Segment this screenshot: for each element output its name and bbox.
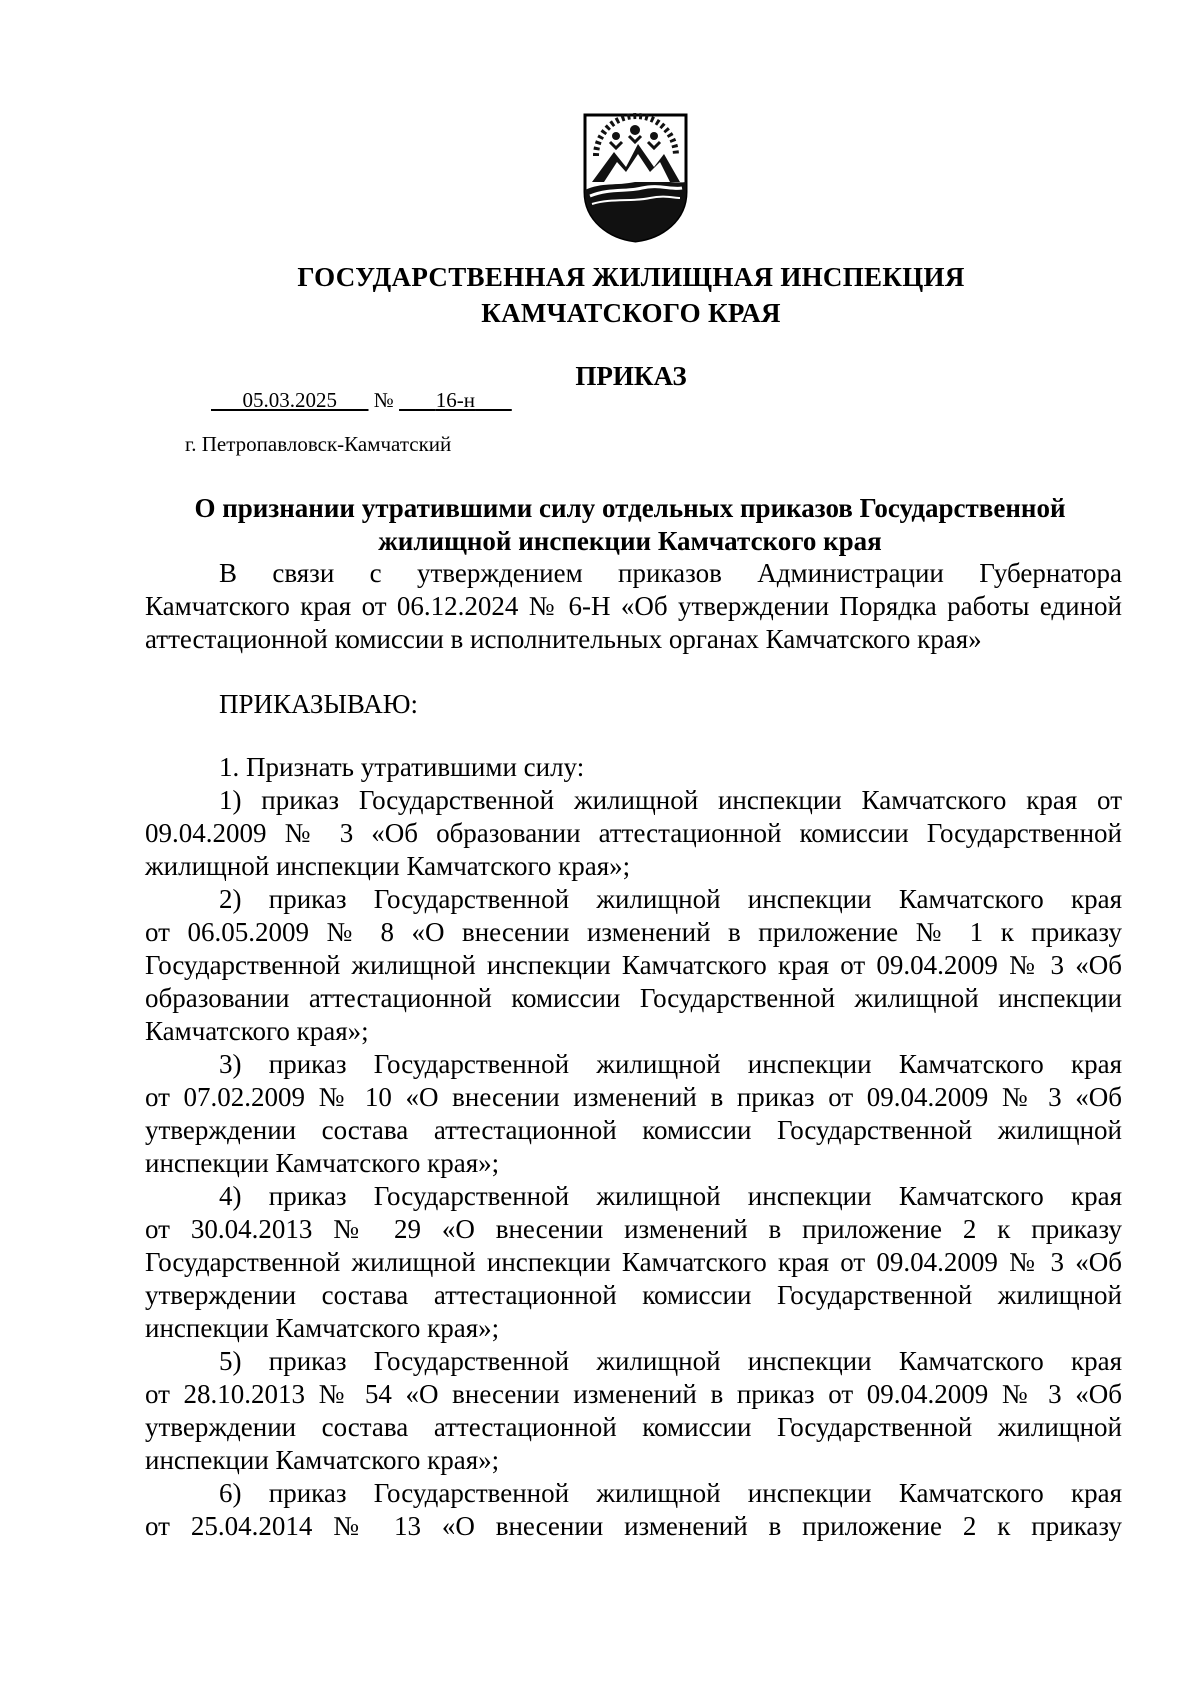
- item-line: 2) приказ Государственной жилищной инспекции Камчатского края: [219, 884, 1122, 914]
- item-line: Государственной жилищной инспекции Камчатского края от 09.04.2009 № 3 «Об: [145, 1247, 1122, 1277]
- item-line: от 28.10.2013 № 54 «О внесении изменений в приказ от 09.04.2009 № 3 «Об: [145, 1379, 1122, 1409]
- item-line: утверждении состава аттестационной комиссии Государственной жилищной: [145, 1115, 1122, 1145]
- item-line: 1) приказ Государственной жилищной инспекции Камчатского края от: [219, 785, 1122, 815]
- document-number: 16-н: [435, 388, 476, 412]
- item-line: инспекции Камчатского края»;: [145, 1148, 500, 1178]
- organization-name-line2: КАМЧАТСКОГО КРАЯ: [481, 298, 781, 328]
- item-line: Камчатского края»;: [145, 1016, 369, 1046]
- document-title-line1: О признании утратившими силу отдельных приказов Государственной: [194, 493, 1066, 523]
- document-title-line2: жилищной инспекции Камчатского края: [378, 526, 882, 556]
- item-line: 3) приказ Государственной жилищной инспекции Камчатского края: [219, 1049, 1122, 1079]
- item-line: 5) приказ Государственной жилищной инспекции Камчатского края: [219, 1346, 1122, 1376]
- item-line: от 25.04.2014 № 13 «О внесении изменений в приложение 2 к приказу: [145, 1511, 1122, 1541]
- item-line: 09.04.2009 № 3 «Об образовании аттестационной комиссии Государственной: [145, 818, 1122, 848]
- item-line: от 06.05.2009 № 8 «О внесении изменений в приложение № 1 к приказу: [145, 917, 1122, 947]
- order-word: ПРИКАЗЫВАЮ:: [219, 689, 418, 719]
- item-line: 4) приказ Государственной жилищной инспекции Камчатского края: [219, 1181, 1122, 1211]
- city-name: г. Петропавловск-Камчатский: [185, 432, 452, 456]
- document-type: ПРИКАЗ: [575, 361, 687, 391]
- intro-line: Камчатского края от 06.12.2024 № 6-Н «Об утверждении Порядка работы единой: [145, 591, 1122, 621]
- date-number-line: [211, 388, 512, 413]
- kamchatka-coat-of-arms-icon: [582, 112, 689, 244]
- item-line: 6) приказ Государственной жилищной инспекции Камчатского края: [219, 1478, 1122, 1508]
- number-sign: №: [373, 388, 394, 412]
- item-line: инспекции Камчатского края»;: [145, 1445, 500, 1475]
- document-date: 05.03.2025: [242, 388, 337, 412]
- item-line: инспекции Камчатского края»;: [145, 1313, 500, 1343]
- clause-1: 1. Признать утратившими силу:: [219, 752, 585, 782]
- intro-line: аттестационной комиссии в исполнительных органах Камчатского края»: [145, 624, 982, 654]
- organization-name-line1: ГОСУДАРСТВЕННАЯ ЖИЛИЩНАЯ ИНСПЕКЦИЯ: [297, 262, 965, 292]
- item-line: утверждении состава аттестационной комиссии Государственной жилищной: [145, 1412, 1122, 1442]
- item-line: Государственной жилищной инспекции Камчатского края от 09.04.2009 № 3 «Об: [145, 950, 1122, 980]
- item-line: жилищной инспекции Камчатского края»;: [145, 851, 631, 881]
- item-line: образовании аттестационной комиссии Государственной жилищной инспекции: [145, 983, 1122, 1013]
- item-line: от 30.04.2013 № 29 «О внесении изменений в приложение 2 к приказу: [145, 1214, 1122, 1244]
- item-line: от 07.02.2009 № 10 «О внесении изменений в приказ от 09.04.2009 № 3 «Об: [145, 1082, 1122, 1112]
- item-line: утверждении состава аттестационной комиссии Государственной жилищной: [145, 1280, 1122, 1310]
- intro-line: В связи с утверждением приказов Администрации Губернатора: [219, 558, 1122, 588]
